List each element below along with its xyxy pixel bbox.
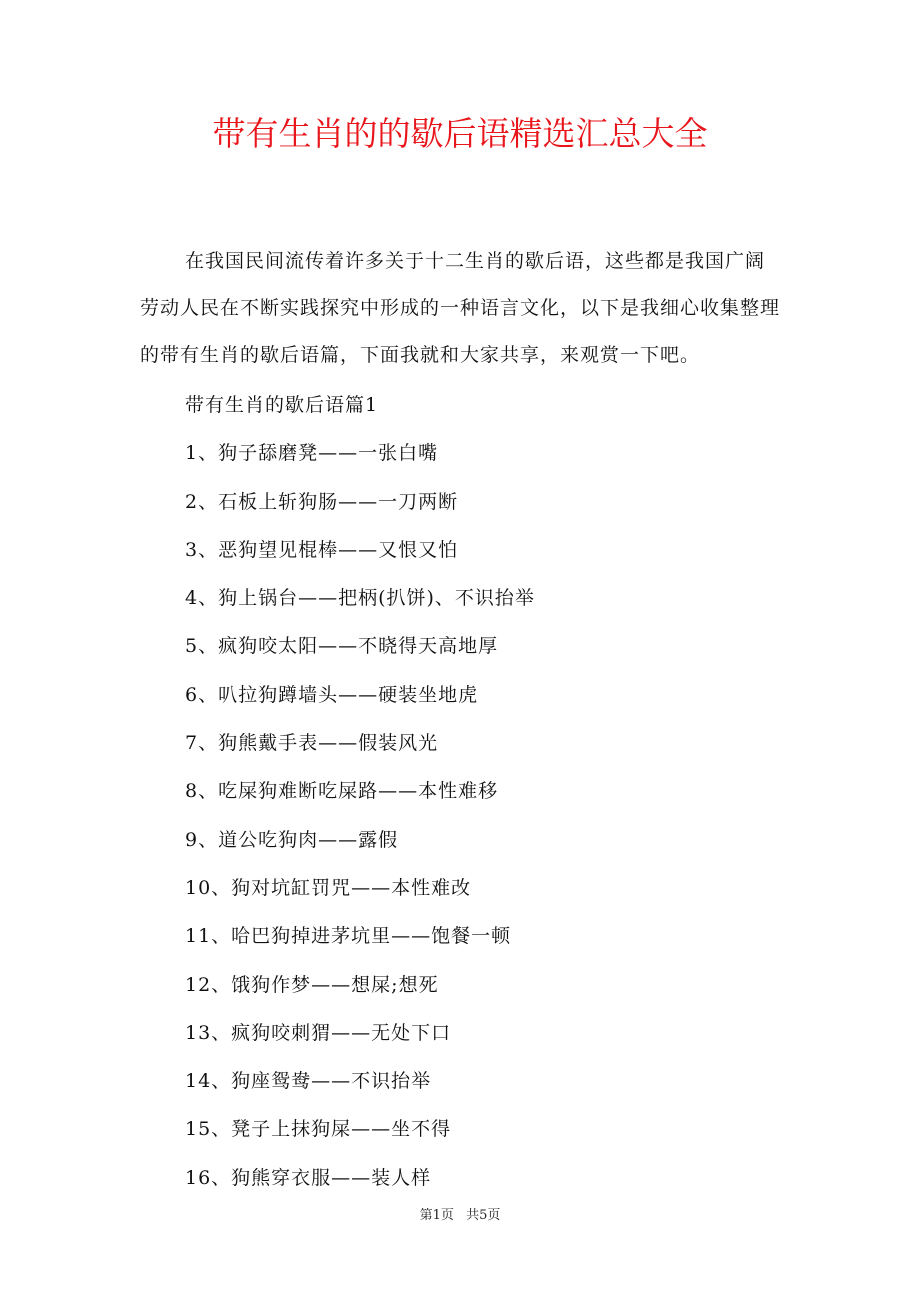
page-number: 第1页	[419, 1208, 454, 1223]
list-item: 16、狗熊穿衣服——装人样	[185, 1166, 432, 1189]
list-item: 10、狗对坑缸罚咒——本性难改	[185, 876, 472, 899]
list-item: 4、狗上锅台——把柄(扒饼)、不识抬举	[185, 587, 535, 610]
list-item: 3、恶狗望见棍棒——又恨又怕	[185, 538, 459, 561]
list-item: 9、道公吃狗肉——露假	[185, 828, 399, 851]
page-footer	[0, 1206, 920, 1226]
document-title: 带有生肖的的歇后语精选汇总大全	[212, 114, 708, 153]
list-item: 11、哈巴狗掉进茅坑里——饱餐一顿	[185, 925, 512, 948]
list-item: 1、狗子舔磨凳——一张白嘴	[185, 442, 439, 465]
section-heading: 带有生肖的歇后语篇1	[185, 394, 379, 416]
list-item: 6、叭拉狗蹲墙头——硬装坐地虎	[185, 683, 479, 706]
list-item: 7、狗熊戴手表——假装风光	[185, 732, 439, 755]
list-item: 12、饿狗作梦——想屎;想死	[185, 973, 439, 996]
list-item: 8、吃屎狗难断吃屎路——本性难移	[185, 780, 499, 803]
proverb-list	[185, 381, 785, 1202]
list-item: 5、疯狗咬太阳——不晓得天高地厚	[185, 635, 499, 658]
list-item: 15、凳子上抹狗屎——坐不得	[185, 1118, 452, 1141]
list-item: 2、石板上斩狗肠——一刀两断	[185, 490, 459, 513]
intro-paragraph: 在我国民间流传着许多关于十二生肖的歇后语，这些都是我国广阔劳动人民在不断实践探究中形成的一种语言文化，以下是我细心收集整理的带有生肖的歇后语篇，下面我就和大家共享，来观赏一下吧。	[140, 250, 781, 366]
list-item: 14、狗座鸳鸯——不识抬举	[185, 1070, 432, 1093]
page-total: 共5页	[466, 1208, 501, 1223]
list-item: 13、疯狗咬刺猬——无处下口	[185, 1021, 452, 1044]
